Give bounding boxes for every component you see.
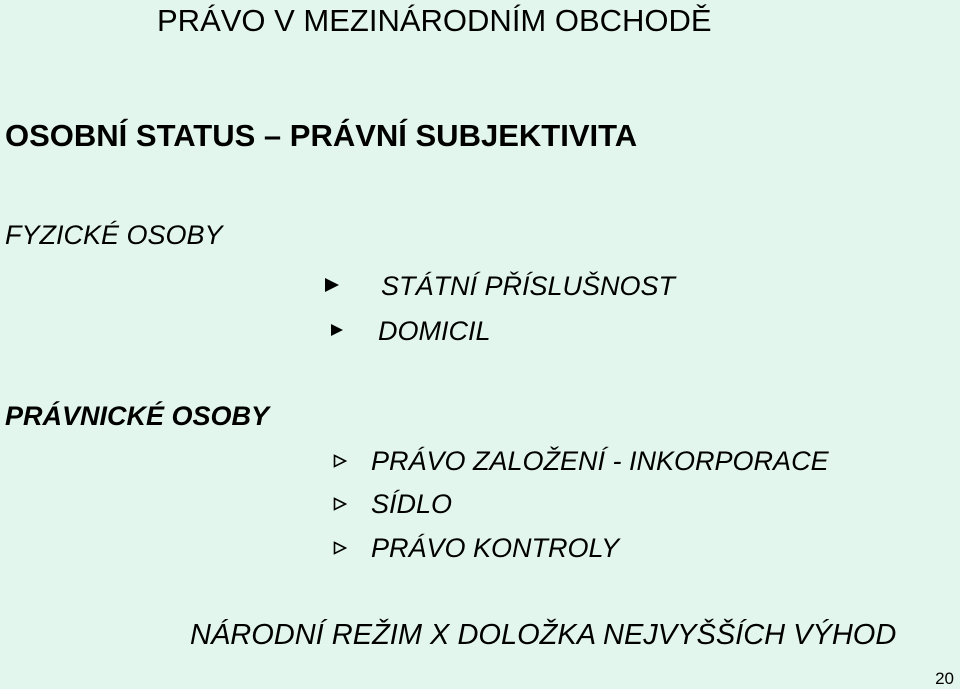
conclusion-line: NÁRODNÍ REŽIM X DOLOŽKA NEJVYŠŠÍCH VÝHOD [190,619,897,651]
outline-triangle-bullet-icon [333,497,347,511]
legal-persons-item: PRÁVO KONTROLY [371,533,620,563]
filled-triangle-bullet-icon [325,278,339,292]
legal-persons-heading: PRÁVNICKÉ OSOBY [5,401,270,431]
filled-triangle-bullet-icon [331,324,343,336]
slide-subtitle: OSOBNÍ STATUS – PRÁVNÍ SUBJEKTIVITA [5,118,638,153]
legal-persons-item: SÍDLO [371,489,453,519]
natural-persons-heading: FYZICKÉ OSOBY [5,220,223,250]
natural-persons-item: DOMICIL [378,316,491,346]
outline-triangle-bullet-icon [333,541,347,555]
outline-triangle-bullet-icon [333,454,347,468]
slide-title: PRÁVO V MEZINÁRODNÍM OBCHODĚ [157,3,712,38]
page-number: 20 [935,669,954,688]
natural-persons-item: STÁTNÍ PŘÍSLUŠNOST [381,271,676,301]
legal-persons-item: PRÁVO ZALOŽENÍ - INKORPORACE [371,446,829,476]
